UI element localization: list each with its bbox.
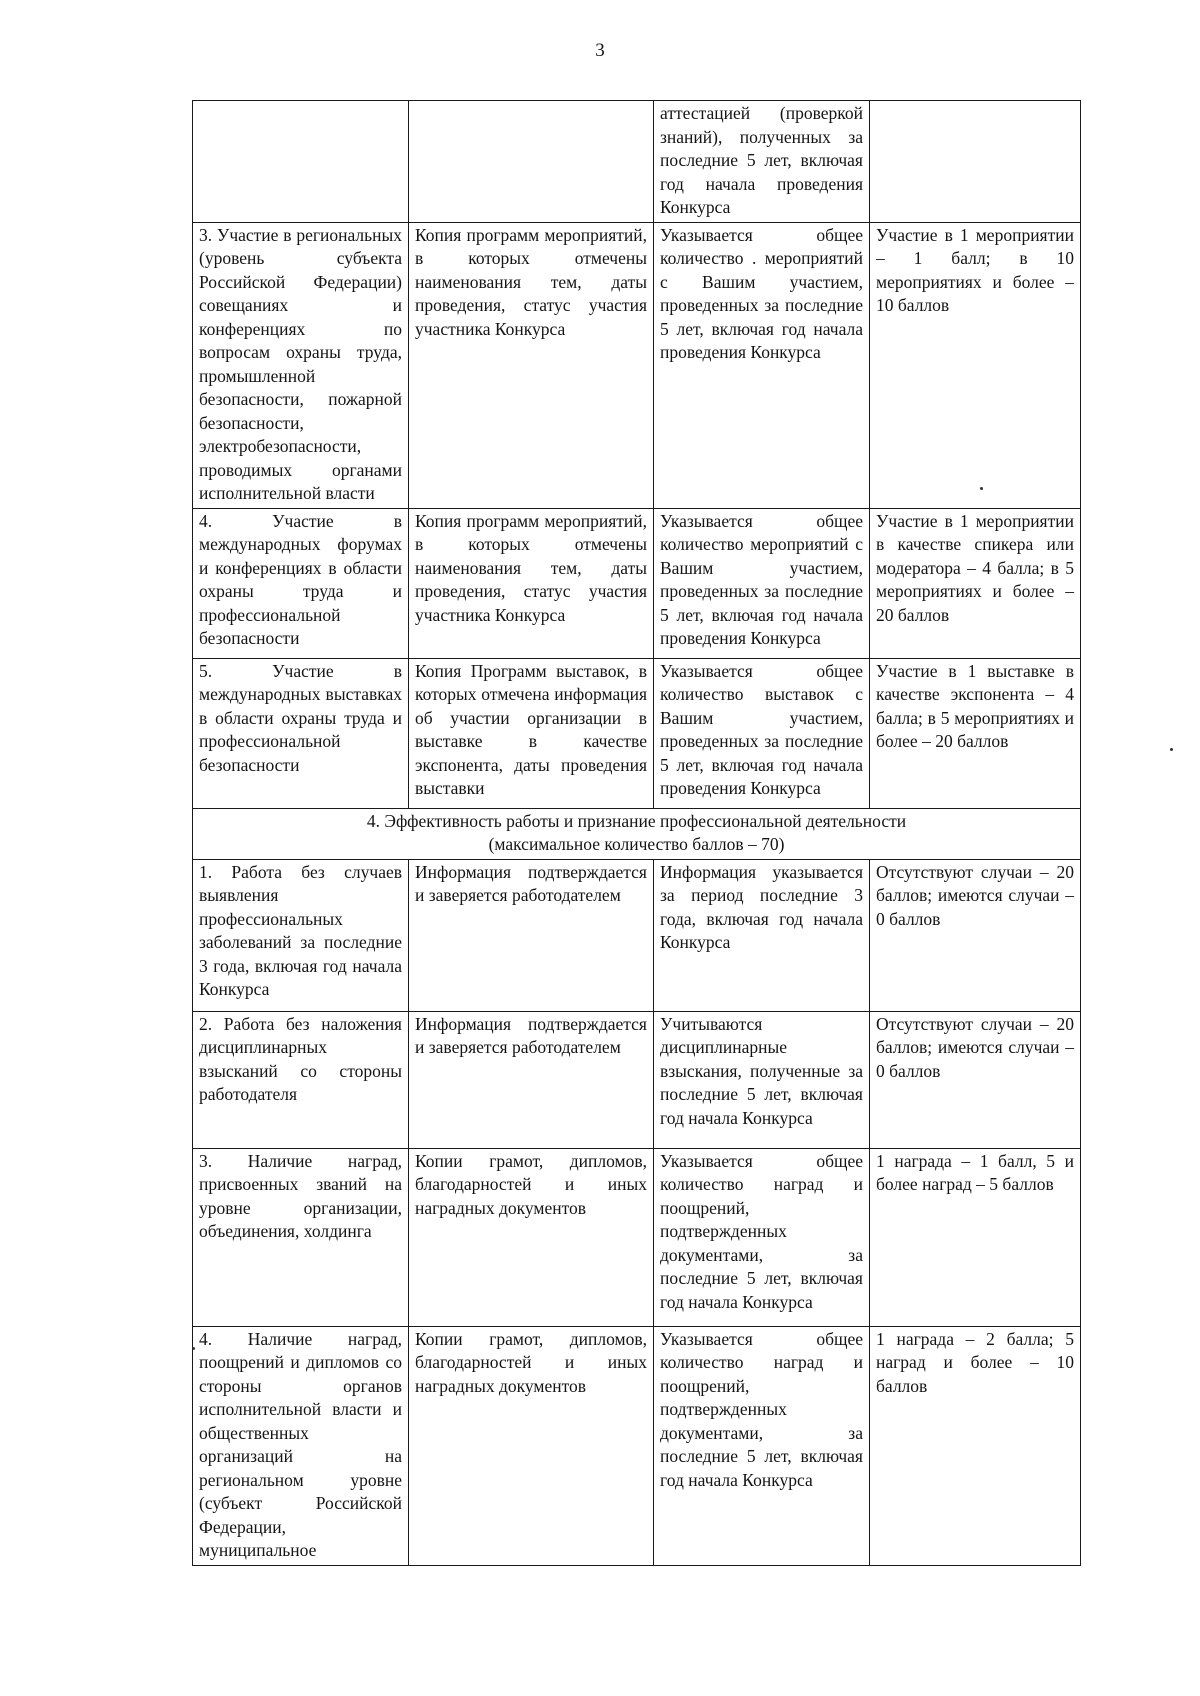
table-row xyxy=(193,508,1081,658)
criterion-cell: 3. Участие в региональных (уровень субъекта Российской Федерации) совещаниях и конференциях по вопросам охраны труда, промышленной безопасности, пожарной безопасности, электробезопасности, проводимых органами исполнительной власти xyxy=(193,222,409,508)
table-row xyxy=(193,101,1081,223)
section-subtitle: (максимальное количество баллов – 70) xyxy=(488,834,785,854)
criteria-table xyxy=(192,100,1081,1566)
table-row xyxy=(193,1148,1081,1326)
table-row xyxy=(193,658,1081,808)
instruction-cell: Указывается общее количество . мероприятий с Вашим участием, проведенных за последние 5 лет, включая год начала проведения Конкурса xyxy=(654,222,870,508)
section-header-row xyxy=(193,808,1081,859)
criterion-cell: 4. Участие в международных форумах и конференциях в области охраны труда и профессиональной безопасности xyxy=(193,508,409,658)
section-title: 4. Эффективность работы и признание профессиональной деятельности xyxy=(366,810,907,831)
confirmation-cell: Копия Программ выставок, в которых отмечена информация об участии организации в выставке в качестве экспонента, даты проведения выставки xyxy=(409,658,654,808)
table-row xyxy=(193,1011,1081,1148)
criterion-cell: 1. Работа без случаев выявления профессиональных заболеваний за последние 3 года, включая год начала Конкурса xyxy=(193,859,409,1011)
scan-speck xyxy=(192,1347,195,1350)
confirmation-cell: Информация подтверждается и заверяется работодателем xyxy=(409,859,654,1011)
score-cell: Участие в 1 мероприятии в качестве спикера или модератора – 4 балла; в 5 мероприятиях и более – 20 баллов xyxy=(870,508,1081,658)
confirmation-cell xyxy=(409,101,654,223)
instruction-cell: Указывается общее количество выставок с Вашим участием, проведенных за последние 5 лет, включая год начала проведения Конкурса xyxy=(654,658,870,808)
instruction-cell: Информация указывается за период последние 3 года, включая год начала Конкурса xyxy=(654,859,870,1011)
confirmation-cell: Копия программ мероприятий, в которых отмечены наименования тем, даты проведения, статус участия участника Конкурса xyxy=(409,222,654,508)
score-cell: Отсутствуют случаи – 20 баллов; имеются случаи – 0 баллов xyxy=(870,859,1081,1011)
criterion-cell: 5. Участие в международных выставках в области охраны труда и профессиональной безопасности xyxy=(193,658,409,808)
instruction-cell: аттестацией (проверкой знаний), полученных за последние 5 лет, включая год начала проведения Конкурса xyxy=(654,101,870,223)
score-cell: 1 награда – 1 балл, 5 и более наград – 5 баллов xyxy=(870,1148,1081,1326)
confirmation-cell: Информация подтверждается и заверяется работодателем xyxy=(409,1011,654,1148)
score-cell: 1 награда – 2 балла; 5 наград и более – 10 баллов xyxy=(870,1326,1081,1565)
instruction-cell: Указывается общее количество наград и поощрений, подтвержденных документами, за последние 5 лет, включая год начала Конкурса xyxy=(654,1326,870,1565)
confirmation-cell: Копии грамот, дипломов, благодарностей и иных наградных документов xyxy=(409,1326,654,1565)
score-cell: Участие в 1 выставке в качестве экспонента – 4 балла; в 5 мероприятиях и более – 20 баллов xyxy=(870,658,1081,808)
score-cell: Отсутствуют случаи – 20 баллов; имеются случаи – 0 баллов xyxy=(870,1011,1081,1148)
page-number: 3 xyxy=(595,40,605,61)
instruction-cell: Указывается общее количество мероприятий с Вашим участием, проведенных за последние 5 лет, включая год начала проведения Конкурса xyxy=(654,508,870,658)
instruction-cell: Учитываются дисциплинарные взыскания, полученные за последние 5 лет, включая год начала Конкурса xyxy=(654,1011,870,1148)
table-row xyxy=(193,1326,1081,1565)
scan-speck xyxy=(1170,748,1173,751)
confirmation-cell: Копии грамот, дипломов, благодарностей и иных наградных документов xyxy=(409,1148,654,1326)
scan-speck xyxy=(980,487,983,490)
confirmation-cell: Копия программ мероприятий, в которых отмечены наименования тем, даты проведения, статус участия участника Конкурса xyxy=(409,508,654,658)
criterion-cell: 4. Наличие наград, поощрений и дипломов со стороны органов исполнительной власти и общественных организаций на региональном уровне (субъект Российской Федерации, муниципальное xyxy=(193,1326,409,1565)
score-cell xyxy=(870,101,1081,223)
criterion-cell: 2. Работа без наложения дисциплинарных взысканий со стороны работодателя xyxy=(193,1011,409,1148)
instruction-cell: Указывается общее количество наград и поощрений, подтвержденных документами, за последние 5 лет, включая год начала Конкурса xyxy=(654,1148,870,1326)
section-header xyxy=(193,808,1081,859)
table-row xyxy=(193,859,1081,1011)
criterion-cell xyxy=(193,101,409,223)
table-row xyxy=(193,222,1081,508)
score-cell: Участие в 1 мероприятии – 1 балл; в 10 мероприятиях и более – 10 баллов xyxy=(870,222,1081,508)
criterion-cell: 3. Наличие наград, присвоенных званий на уровне организации, объединения, холдинга xyxy=(193,1148,409,1326)
